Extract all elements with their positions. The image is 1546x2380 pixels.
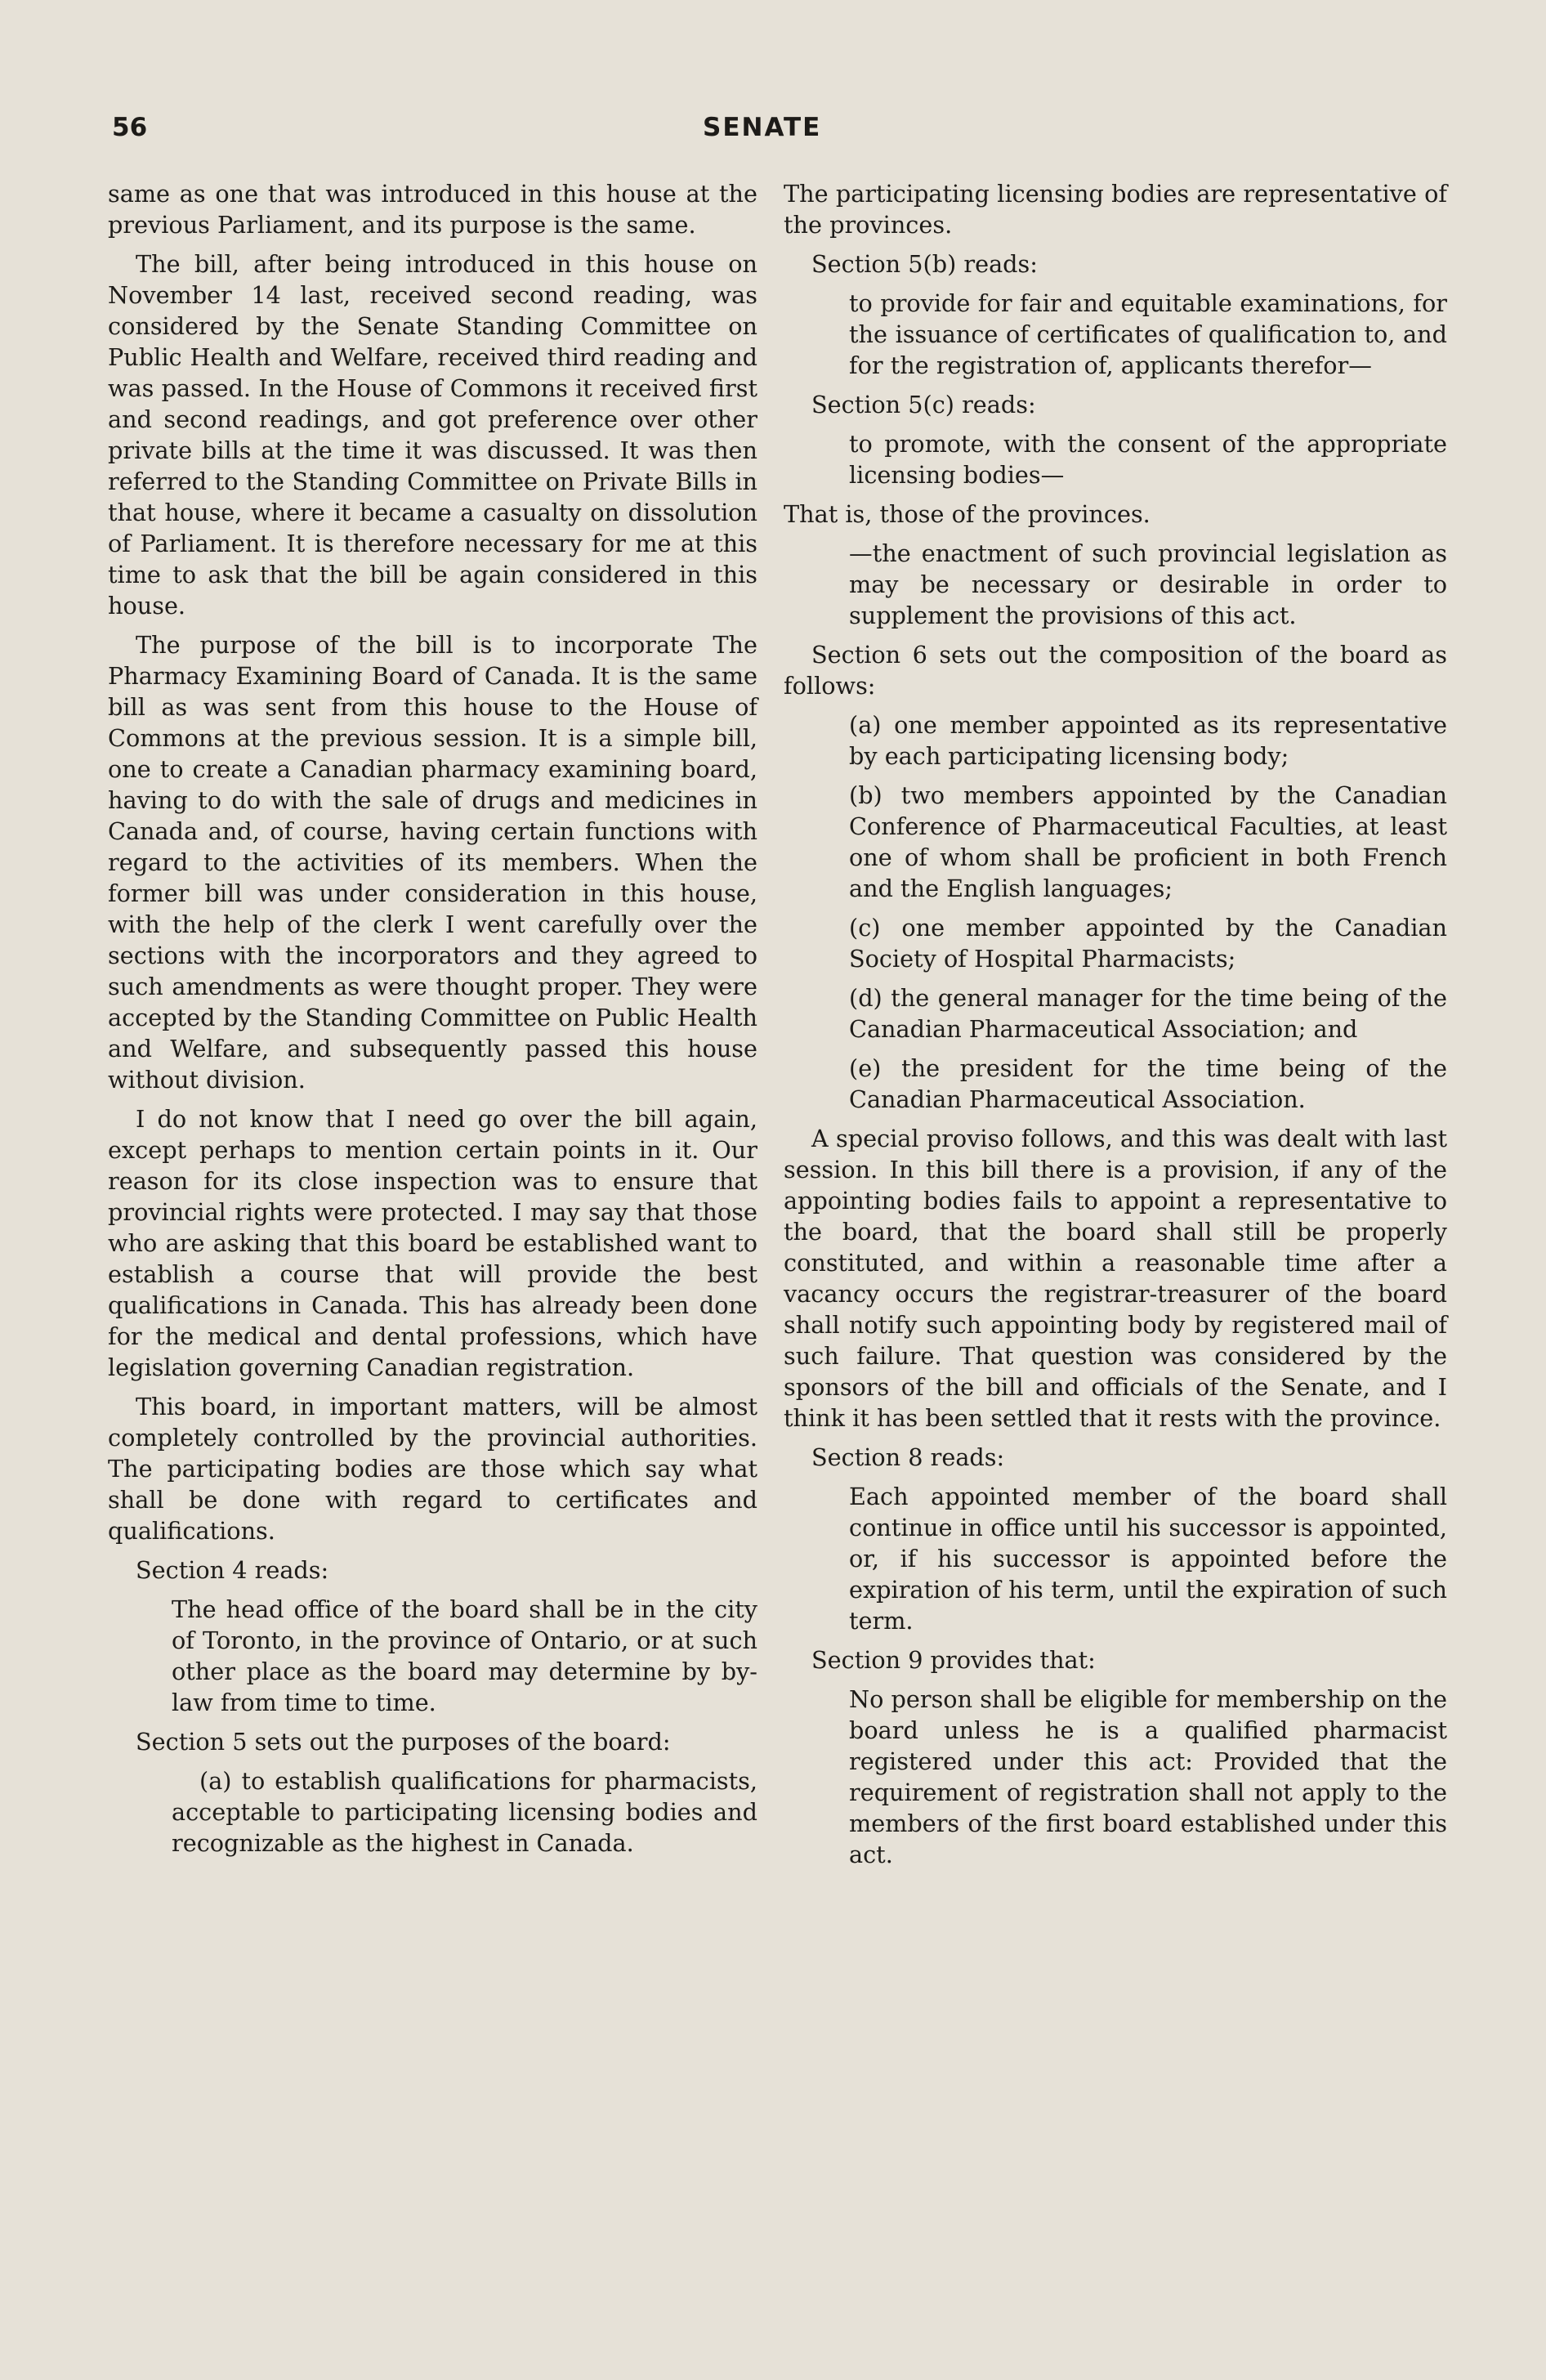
page-header <box>0 113 1546 154</box>
paragraph: Section 6 sets out the composition of the board as follows: <box>784 641 1447 700</box>
paragraph: That is, those of the provinces. <box>784 500 1151 528</box>
paragraph: Section 5 sets out the purposes of the board: <box>136 1728 671 1756</box>
list-item: (d) the general manager for the time being of the Canadian Pharmaceutical Association; and <box>849 984 1447 1043</box>
quoted-text: No person shall be eligible for membership on the board unless he is a qualified pharmacist registered under this act: Provided that the requirement of registration shall not apply to the members of the first board established under this act. <box>849 1685 1447 1868</box>
quoted-text: to promote, with the consent of the appropriate licensing bodies— <box>849 430 1447 489</box>
right-column <box>784 178 1447 1870</box>
quoted-text: —the enactment of such provincial legislation as may be necessary or desirable in order to supplement the provisions of this act. <box>849 539 1447 629</box>
paragraph: The bill, after being introduced in this house on November 14 last, received second reading, was considered by the Senate Standing Committee on Public Health and Welfare, received third reading and was passed. In the House of Commons it received first and second readings, and got preference over other private bills at the time it was discussed. It was then referred to the Standing Committee on Private Bills in that house, where it became a casualty on dissolution of Parliament. It is therefore necessary for me at this time to ask that the bill be again considered in this house. <box>108 250 757 620</box>
paragraph: The participating licensing bodies are representative of the provinces. <box>784 180 1447 239</box>
list-item: (c) one member appointed by the Canadian Society of Hospital Pharmacists; <box>849 914 1447 973</box>
list-item: (a) one member appointed as its representative by each participating licensing body; <box>849 711 1447 770</box>
list-item: (e) the president for the time being of the Canadian Pharmaceutical Association. <box>849 1054 1447 1113</box>
paragraph: I do not know that I need go over the bill again, except perhaps to mention certain points in it. Our reason for its close inspection was to ensure that provincial rights were protected. I may say that those who are asking that this board be established want to establish a course that will provide the best qualifications in Canada. This has already been done for the medical and dental professions, which have legislation governing Canadian registration. <box>108 1105 757 1381</box>
left-column <box>108 178 757 1867</box>
paragraph: A special proviso follows, and this was dealt with last session. In this bill there is a provision, if any of the appointing bodies fails to appoint a representative to the board, that the board shall still be properly constituted, and within a reasonable time after a vacancy occurs the registrar-treasurer of the board shall notify such appointing body by registered mail of such failure. That question was considered by the sponsors of the bill and officials of the Senate, and I think it has been settled that it rests with the province. <box>784 1125 1447 1432</box>
quoted-text: Each appointed member of the board shall continue in office until his successor is appointed, or, if his successor is appointed before the expiration of his term, until the expiration of such term. <box>849 1483 1447 1635</box>
paragraph: This board, in important matters, will be almost completely controlled by the provincial authorities. The participating bodies are those which say what shall be done with regard to certificates and qualifications. <box>108 1393 757 1545</box>
section-heading: Section 9 provides that: <box>811 1646 1096 1674</box>
paragraph: The purpose of the bill is to incorporate The Pharmacy Examining Board of Canada. It is the same bill as was sent from this house to the House of Commons at the previous session. It is a simple bill, one to create a Canadian pharmacy examining board, having to do with the sale of drugs and medicines in Canada and, of course, having certain functions with regard to the activities of its members. When the former bill was under consideration in this house, with the help of the clerk I went carefully over the sections with the incorporators and they agreed to such amendments as were thought proper. They were accepted by the Standing Committee on Public Health and Welfare, and subsequently passed this house without division. <box>108 631 757 1094</box>
section-heading: Section 5(b) reads: <box>811 250 1038 278</box>
section-heading: Section 4 reads: <box>136 1556 329 1584</box>
running-head: SENATE <box>703 113 822 142</box>
quoted-text: to provide for fair and equitable examinations, for the issuance of certificates of qualification to, and for the registration of, applicants therefor— <box>849 289 1447 379</box>
list-item: (b) two members appointed by the Canadian Conference of Pharmaceutical Faculties, at least one of whom shall be proficient in both French and the English languages; <box>849 781 1447 902</box>
paragraph: same as one that was introduced in this house at the previous Parliament, and its purpose is the same. <box>108 180 757 239</box>
list-item: (a) to establish qualifications for pharmacists, acceptable to participating licensing bodies and recognizable as the highest in Canada. <box>172 1767 757 1857</box>
section-heading: Section 8 reads: <box>811 1443 1005 1471</box>
page-number: 56 <box>112 113 148 142</box>
quoted-text: The head office of the board shall be in the city of Toronto, in the province of Ontario, or at such other place as the board may determine by by-law from time to time. <box>172 1595 757 1716</box>
section-heading: Section 5(c) reads: <box>811 391 1036 418</box>
